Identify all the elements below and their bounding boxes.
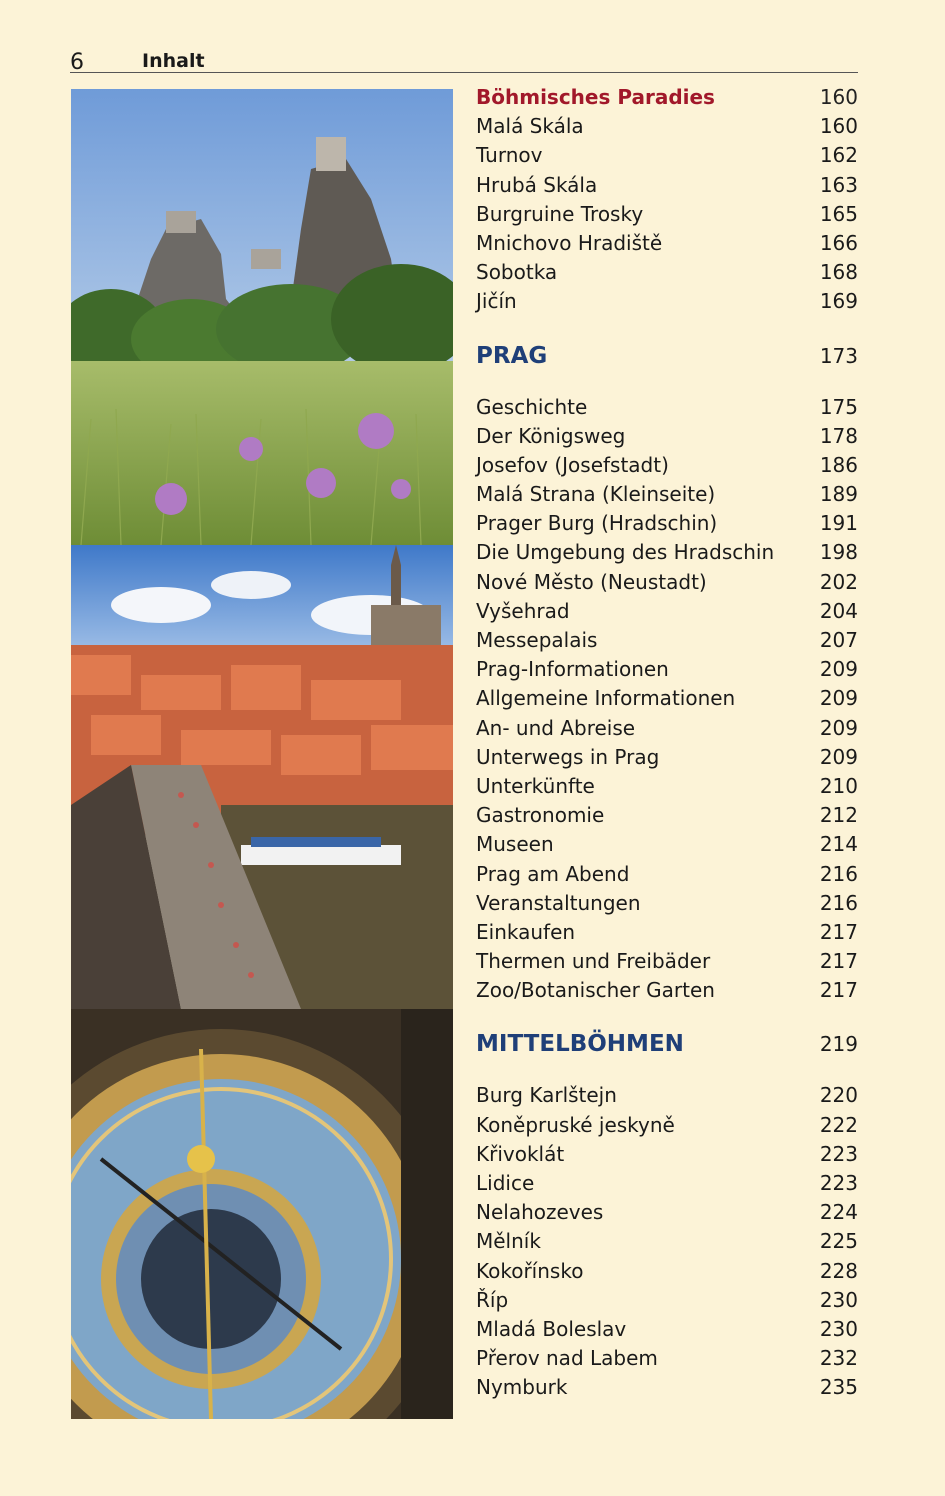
- toc-entry[interactable]: [476, 1113, 858, 1142]
- toc-entry[interactable]: [476, 599, 858, 628]
- toc-entry-title: Messepalais: [476, 628, 598, 652]
- toc-entry[interactable]: [476, 1229, 858, 1258]
- toc-entry[interactable]: [476, 570, 858, 599]
- toc-entry-title: Zoo/Botanischer Garten: [476, 978, 715, 1003]
- toc-entry-title: Prager Burg (Hradschin): [476, 511, 718, 536]
- toc-entry[interactable]: [476, 978, 858, 1007]
- toc-entry[interactable]: [476, 832, 858, 861]
- toc-page-number: 216: [819, 861, 858, 886]
- toc-entry[interactable]: [476, 1288, 858, 1317]
- toc-page-number: 160: [819, 85, 858, 109]
- toc-entry[interactable]: [476, 173, 858, 202]
- toc-page-number: 223: [819, 1141, 858, 1166]
- toc-page-number: 217: [819, 949, 858, 974]
- toc-entry-title: Lidice: [476, 1171, 535, 1195]
- toc-entry[interactable]: [476, 1142, 858, 1171]
- toc-entry-title: Museen: [476, 832, 554, 857]
- toc-page-number: 207: [819, 628, 858, 652]
- toc-page-number: 186: [819, 452, 858, 477]
- table-of-contents: [476, 85, 858, 1405]
- toc-entry-title: Turnov: [476, 143, 543, 168]
- toc-entry[interactable]: [476, 1375, 858, 1404]
- toc-entry[interactable]: [476, 482, 858, 511]
- toc-entry[interactable]: [476, 540, 858, 569]
- toc-entry[interactable]: [476, 657, 858, 686]
- toc-page-number: 219: [819, 1032, 858, 1057]
- toc-page-number: 189: [819, 482, 858, 507]
- toc-page-number: 209: [819, 657, 858, 682]
- toc-entry[interactable]: [476, 511, 858, 540]
- toc-page-number: 160: [819, 114, 858, 139]
- page-number: 6: [70, 50, 84, 75]
- toc-page-number: 223: [819, 1171, 858, 1195]
- toc-entry-title: Burg Karlštejn: [476, 1083, 617, 1108]
- toc-entry-title: Kokořínsko: [476, 1258, 584, 1283]
- toc-part-title: PRAG: [476, 342, 548, 369]
- toc-entry[interactable]: [476, 114, 858, 143]
- astronomical-clock-photo: [71, 1009, 453, 1419]
- toc-entry-title: Hrubá Skála: [476, 172, 598, 197]
- toc-page-number: 232: [819, 1346, 858, 1371]
- toc-page-number: 166: [819, 230, 858, 255]
- toc-entry-title: Burgruine Trosky: [476, 201, 644, 226]
- toc-entry-title: Vyšehrad: [476, 598, 570, 623]
- toc-page-number: 220: [819, 1083, 858, 1108]
- toc-entry[interactable]: [476, 1259, 858, 1288]
- toc-entry[interactable]: [476, 1200, 858, 1229]
- castle-meadow-photo: [71, 89, 453, 545]
- toc-page-number: 212: [819, 803, 858, 828]
- toc-page-number: 175: [819, 394, 858, 419]
- toc-entry[interactable]: [476, 453, 858, 482]
- toc-page-number: 178: [819, 423, 858, 448]
- toc-page-number: 217: [819, 919, 858, 944]
- toc-entry-title: Malá Skála: [476, 114, 584, 139]
- toc-entry-title: Křivoklát: [476, 1141, 565, 1166]
- toc-part-mittelbohmen[interactable]: [476, 1031, 858, 1071]
- toc-page-number: 169: [819, 289, 858, 314]
- toc-page-number: 163: [819, 172, 858, 197]
- toc-entry[interactable]: [476, 745, 858, 774]
- toc-entry[interactable]: [476, 289, 858, 318]
- toc-entry[interactable]: [476, 260, 858, 289]
- toc-entry-title: Josefov (Josefstadt): [476, 452, 669, 477]
- toc-entry[interactable]: [476, 686, 858, 715]
- toc-entry[interactable]: [476, 143, 858, 172]
- toc-entry-title: Malá Strana (Kleinseite): [476, 482, 716, 507]
- toc-page-number: 214: [819, 832, 858, 857]
- toc-page-number: 209: [819, 715, 858, 740]
- toc-page-number: 209: [819, 744, 858, 769]
- toc-entry-title: Allgemeine Informationen: [476, 686, 736, 711]
- toc-entry[interactable]: [476, 395, 858, 424]
- page-header: [70, 44, 858, 73]
- toc-entry-title: An- und Abreise: [476, 715, 636, 740]
- toc-entry-title: Geschichte: [476, 394, 588, 419]
- toc-page-number: 191: [819, 511, 858, 536]
- toc-page-number: 204: [819, 598, 858, 623]
- toc-entry-title: Říp: [476, 1287, 509, 1312]
- toc-chapter-title: Böhmisches Paradies: [476, 85, 715, 109]
- toc-page-number: 198: [819, 540, 858, 565]
- toc-page-number: 162: [819, 143, 858, 168]
- toc-page-number: 228: [819, 1258, 858, 1283]
- toc-page-number: 222: [819, 1112, 858, 1137]
- toc-entry-title: Prag am Abend: [476, 861, 630, 886]
- toc-entry-title: Mladá Boleslav: [476, 1316, 627, 1341]
- toc-entry[interactable]: [476, 949, 858, 978]
- toc-part-title: MITTELBÖHMEN: [476, 1031, 684, 1058]
- section-title: Inhalt: [142, 50, 205, 72]
- toc-entry[interactable]: [476, 803, 858, 832]
- toc-entry[interactable]: [476, 628, 858, 657]
- toc-page-number: 235: [819, 1375, 858, 1400]
- toc-page-number: 165: [819, 201, 858, 226]
- toc-entry-title: Koněpruské jeskyně: [476, 1112, 675, 1137]
- toc-entry-title: Der Königsweg: [476, 423, 626, 448]
- toc-page-number: 224: [819, 1200, 858, 1225]
- toc-entry-title: Nymburk: [476, 1375, 568, 1400]
- toc-page-number: 168: [819, 260, 858, 285]
- toc-entry[interactable]: [476, 1171, 858, 1200]
- toc-page-number: 216: [819, 890, 858, 915]
- toc-page-number: 210: [819, 773, 858, 798]
- toc-entry-title: Mělník: [476, 1229, 541, 1254]
- toc-entry-title: Unterkünfte: [476, 773, 595, 798]
- toc-entry-title: Sobotka: [476, 260, 558, 285]
- toc-entry-title: Einkaufen: [476, 919, 576, 944]
- toc-entry[interactable]: [476, 1317, 858, 1346]
- toc-entry[interactable]: [476, 891, 858, 920]
- toc-entry-title: Die Umgebung des Hradschin: [476, 540, 775, 565]
- toc-entry[interactable]: [476, 424, 858, 453]
- toc-entry-title: Veranstaltungen: [476, 890, 641, 915]
- toc-entry-title: Prag-Informationen: [476, 657, 669, 682]
- toc-entry[interactable]: [476, 1083, 858, 1112]
- toc-entry[interactable]: [476, 862, 858, 891]
- toc-entry-title: Nové Město (Neustadt): [476, 569, 707, 594]
- toc-entry[interactable]: [476, 1346, 858, 1375]
- toc-entry[interactable]: [476, 202, 858, 231]
- toc-entry[interactable]: [476, 231, 858, 260]
- prague-bridge-photo: [71, 545, 453, 1009]
- toc-chapter-bohmisches[interactable]: [476, 85, 858, 114]
- toc-page-number: 225: [819, 1229, 858, 1254]
- toc-part-prag[interactable]: [476, 343, 858, 383]
- toc-page-number: 209: [819, 686, 858, 711]
- toc-entry-title: Jičín: [476, 289, 517, 314]
- toc-page-number: 217: [819, 978, 858, 1003]
- toc-page-number: 230: [819, 1316, 858, 1341]
- toc-entry[interactable]: [476, 774, 858, 803]
- toc-page-number: 173: [819, 343, 858, 368]
- toc-entry-title: Mnichovo Hradiště: [476, 230, 663, 255]
- toc-entry-title: Nelahozeves: [476, 1200, 604, 1225]
- toc-page-number: 202: [819, 569, 858, 594]
- photo-column: [71, 89, 453, 1419]
- toc-page-number: 230: [819, 1287, 858, 1312]
- toc-entry-title: Gastronomie: [476, 803, 605, 828]
- toc-entry[interactable]: [476, 716, 858, 745]
- toc-entry-title: Přerov nad Labem: [476, 1346, 658, 1371]
- toc-entry-title: Unterwegs in Prag: [476, 744, 660, 769]
- toc-entry-title: Thermen und Freibäder: [476, 949, 711, 974]
- toc-entry[interactable]: [476, 920, 858, 949]
